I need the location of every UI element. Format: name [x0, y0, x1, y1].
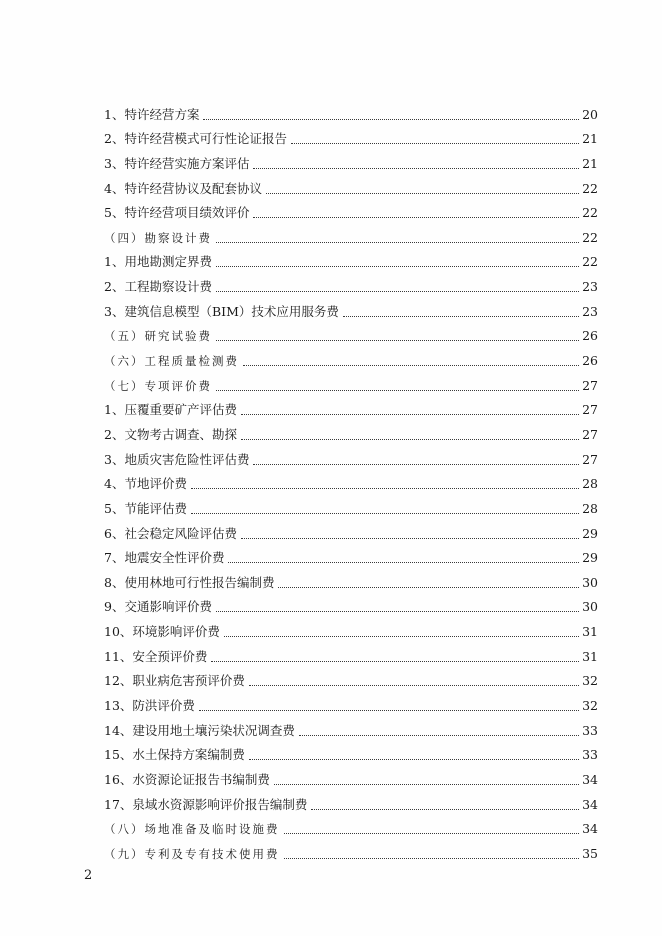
toc-entry-page: 22 — [582, 254, 598, 270]
toc-entry-page: 30 — [582, 574, 598, 590]
dot-leader — [216, 339, 579, 341]
toc-entry[interactable] — [104, 542, 598, 567]
toc-entry[interactable] — [104, 246, 598, 271]
toc-entry[interactable] — [104, 813, 598, 838]
toc-entry-title: 7、地震安全性评价费 — [104, 550, 225, 566]
dot-leader — [216, 265, 579, 267]
toc-entry[interactable] — [104, 172, 598, 197]
toc-entry-page: 31 — [582, 648, 598, 664]
toc-entry-page: 32 — [582, 698, 598, 714]
toc-entry-title: （四）勘察设计费 — [104, 230, 212, 245]
dot-leader — [278, 586, 579, 588]
toc-entry-title: 11、安全预评价费 — [104, 648, 208, 664]
toc-entry-title: 1、用地勘测定界费 — [104, 254, 212, 270]
toc-entry-title: 14、建设用地土壤污染状况调查费 — [104, 722, 295, 738]
toc-entry-page: 26 — [582, 353, 598, 369]
dot-leader — [274, 783, 579, 785]
toc-entry-title: 12、职业病危害预评价费 — [104, 673, 245, 689]
dot-leader — [249, 684, 579, 686]
toc-entry[interactable] — [104, 837, 598, 862]
toc-entry-page: 29 — [582, 550, 598, 566]
toc-entry-title: 1、压覆重要矿产评估费 — [104, 402, 237, 418]
toc-entry-page: 34 — [582, 796, 598, 812]
toc-entry[interactable] — [104, 468, 598, 493]
dot-leader — [284, 832, 580, 834]
toc-entry-page: 32 — [582, 673, 598, 689]
toc-entry-page: 33 — [582, 722, 598, 738]
toc-entry-title: （八）场地准备及临时设施费 — [104, 822, 280, 837]
toc-entry-title: 3、特许经营实施方案评估 — [104, 155, 250, 171]
toc-entry[interactable] — [104, 369, 598, 394]
table-of-contents — [104, 98, 598, 862]
toc-entry-page: 28 — [582, 476, 598, 492]
toc-entry[interactable] — [104, 517, 598, 542]
toc-entry-title: （七）专项评价费 — [104, 378, 212, 393]
dot-leader — [253, 463, 579, 465]
dot-leader — [241, 413, 579, 415]
dot-leader — [224, 635, 579, 637]
toc-entry-page: 33 — [582, 747, 598, 763]
dot-leader — [311, 808, 579, 810]
toc-entry-page: 27 — [582, 377, 598, 393]
dot-leader — [216, 610, 579, 612]
toc-entry-title: 16、水资源论证报告书编制费 — [104, 771, 270, 787]
toc-entry-title: （五）研究试验费 — [104, 329, 212, 344]
dot-leader — [203, 118, 579, 120]
toc-entry[interactable] — [104, 615, 598, 640]
toc-entry[interactable] — [104, 98, 598, 123]
toc-entry-title: 10、环境影响评价费 — [104, 624, 220, 640]
dot-leader — [249, 758, 579, 760]
dot-leader — [243, 364, 579, 366]
toc-entry-page: 22 — [582, 229, 598, 245]
page-number: 2 — [84, 868, 93, 883]
toc-entry-page: 21 — [582, 155, 598, 171]
toc-entry-page: 23 — [582, 303, 598, 319]
dot-leader — [191, 487, 579, 489]
toc-entry-page: 31 — [582, 624, 598, 640]
toc-entry-title: 3、地质灾害危险性评估费 — [104, 451, 250, 467]
toc-entry-page: 22 — [582, 180, 598, 196]
toc-entry[interactable] — [104, 221, 598, 246]
toc-entry[interactable] — [104, 689, 598, 714]
dot-leader — [299, 734, 579, 736]
toc-entry-title: （九）专利及专有技术使用费 — [104, 846, 280, 861]
toc-entry[interactable] — [104, 492, 598, 517]
dot-leader — [216, 389, 579, 391]
toc-entry[interactable] — [104, 443, 598, 468]
toc-entry-page: 27 — [582, 426, 598, 442]
toc-entry-page: 29 — [582, 525, 598, 541]
toc-entry-title: 3、建筑信息模型（BIM）技术应用服务费 — [104, 303, 339, 319]
dot-leader — [241, 438, 579, 440]
toc-entry-page: 26 — [582, 328, 598, 344]
toc-entry-page: 27 — [582, 402, 598, 418]
toc-entry[interactable] — [104, 763, 598, 788]
dot-leader — [211, 660, 579, 662]
toc-entry[interactable] — [104, 714, 598, 739]
dot-leader — [216, 290, 579, 292]
dot-leader — [284, 857, 580, 859]
dot-leader — [343, 315, 579, 317]
toc-entry[interactable] — [104, 197, 598, 222]
toc-entry[interactable] — [104, 665, 598, 690]
toc-entry[interactable] — [104, 394, 598, 419]
toc-entry[interactable] — [104, 566, 598, 591]
toc-entry-title: 4、节地评价费 — [104, 476, 187, 492]
toc-entry-title: 2、文物考古调查、勘探 — [104, 426, 237, 442]
toc-entry-title: 2、特许经营模式可行性论证报告 — [104, 131, 287, 147]
toc-entry-page: 28 — [582, 500, 598, 516]
toc-entry[interactable] — [104, 320, 598, 345]
toc-entry-title: 5、特许经营项目绩效评价 — [104, 205, 250, 221]
toc-entry[interactable] — [104, 270, 598, 295]
toc-entry-page: 22 — [582, 205, 598, 221]
toc-entry[interactable] — [104, 591, 598, 616]
toc-entry-title: 6、社会稳定风险评估费 — [104, 525, 237, 541]
toc-entry-title: 5、节能评估费 — [104, 500, 187, 516]
toc-entry-title: 17、泉域水资源影响评价报告编制费 — [104, 796, 308, 812]
toc-entry-page: 34 — [582, 821, 598, 837]
toc-entry-title: 4、特许经营协议及配套协议 — [104, 180, 262, 196]
dot-leader — [291, 142, 579, 144]
toc-entry-page: 20 — [582, 106, 598, 122]
dot-leader — [241, 537, 579, 539]
dot-leader — [253, 216, 579, 218]
toc-entry-page: 30 — [582, 599, 598, 615]
toc-entry[interactable] — [104, 295, 598, 320]
toc-entry-title: 15、水土保持方案编制费 — [104, 747, 245, 763]
toc-entry-page: 34 — [582, 771, 598, 787]
toc-entry-title: 2、工程勘察设计费 — [104, 279, 212, 295]
toc-entry-title: （六）工程质量检测费 — [104, 354, 239, 369]
toc-entry[interactable] — [104, 739, 598, 764]
dot-leader — [199, 709, 579, 711]
dot-leader — [266, 192, 579, 194]
dot-leader — [191, 512, 579, 514]
toc-entry[interactable] — [104, 640, 598, 665]
toc-entry-title: 9、交通影响评价费 — [104, 599, 212, 615]
toc-entry-title: 8、使用林地可行性报告编制费 — [104, 574, 275, 590]
toc-entry[interactable] — [104, 123, 598, 148]
toc-entry-page: 27 — [582, 451, 598, 467]
toc-entry[interactable] — [104, 418, 598, 443]
toc-entry[interactable] — [104, 788, 598, 813]
toc-entry[interactable] — [104, 147, 598, 172]
toc-entry-page: 35 — [582, 845, 598, 861]
toc-entry-page: 21 — [582, 131, 598, 147]
toc-entry[interactable] — [104, 344, 598, 369]
dot-leader — [253, 167, 579, 169]
toc-entry-page: 23 — [582, 279, 598, 295]
toc-entry-title: 1、特许经营方案 — [104, 106, 200, 122]
dot-leader — [228, 561, 579, 563]
dot-leader — [216, 241, 579, 243]
toc-entry-title: 13、防洪评价费 — [104, 698, 195, 714]
